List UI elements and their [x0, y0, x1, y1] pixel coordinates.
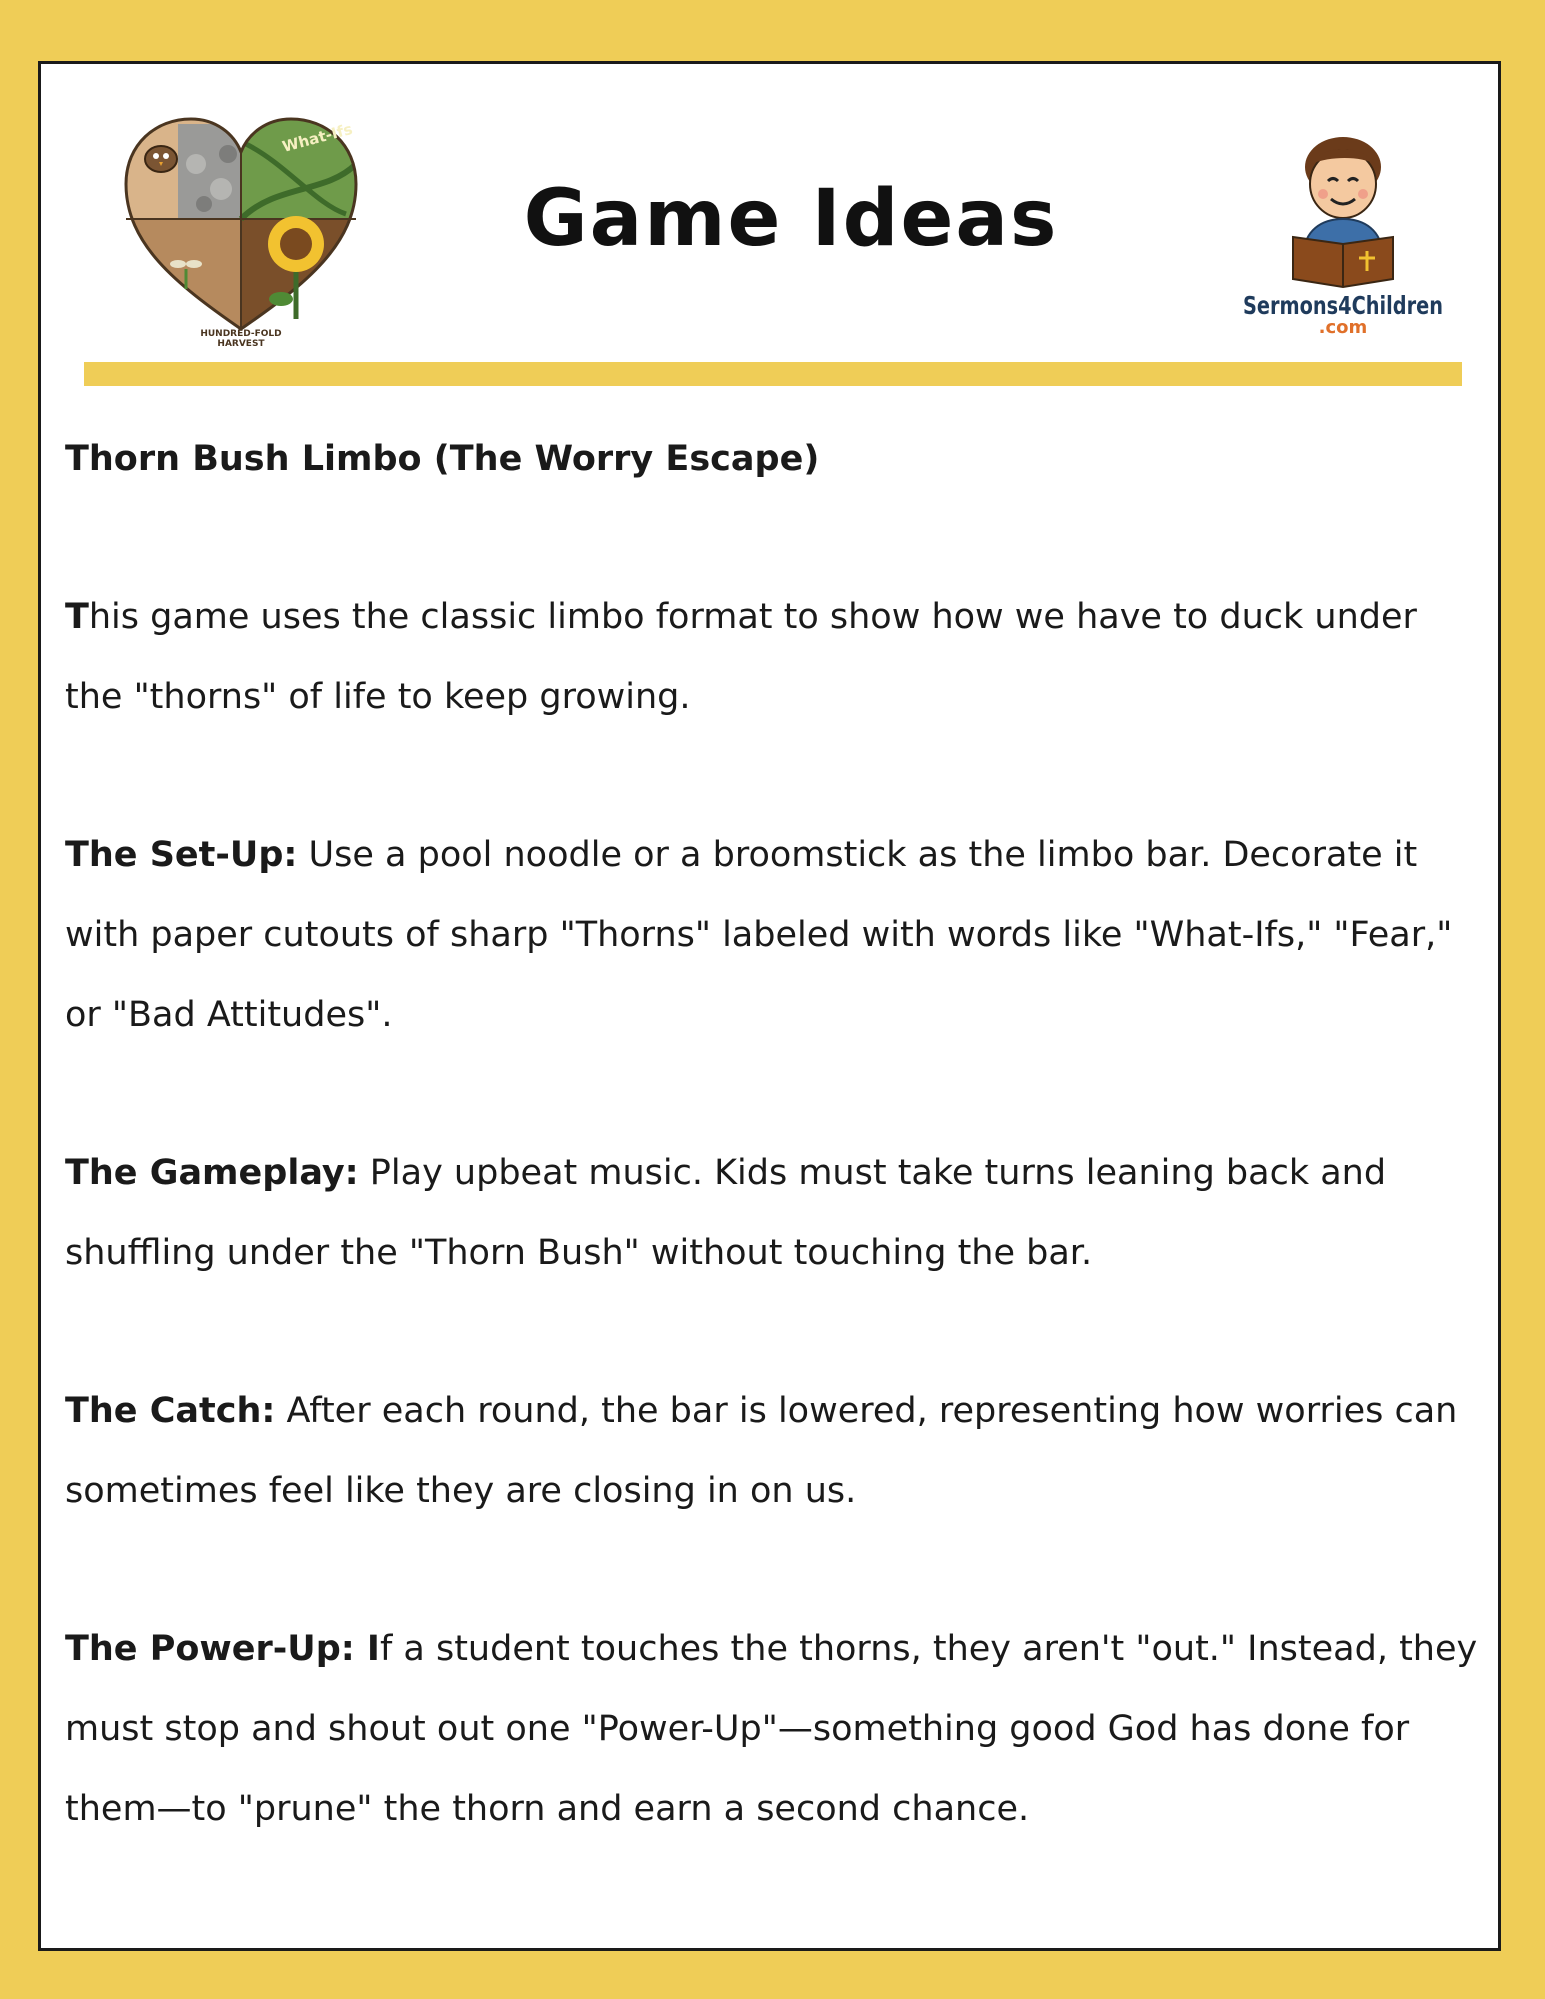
boy-reading-bible-icon: [1293, 137, 1393, 287]
game-description: [65, 419, 1485, 1927]
game-heading: Thorn Bush Limbo (The Worry Escape): [65, 439, 820, 479]
page-title: Game Ideas: [523, 174, 1059, 264]
section-text: Use a pool noodle or a broomstick as the limbo bar. Decorate it with paper cutouts of sharp "Thorns" labeled with words like "What-Ifs," "Fear," or "Bad Attitudes".: [65, 835, 1453, 1035]
setup-paragraph: [65, 815, 1485, 1055]
intro-text: his game uses the classic limbo format to show how we have to duck under the "thorns" of life to keep growing.: [65, 597, 1417, 717]
section-label: The Gameplay:: [65, 1153, 359, 1193]
header-divider: [84, 362, 1462, 386]
section-text: f a student touches the thorns, they aren't "out." Instead, they must stop and shout out one "Power-Up"—something good God has done for them—to "prune" the thorn and earn a second chance.: [65, 1629, 1478, 1829]
section-label: The Power-Up: I: [65, 1629, 380, 1669]
section-label: The Set-Up:: [65, 835, 298, 875]
catch-paragraph: [65, 1371, 1485, 1531]
sermons4children-logo: [1213, 119, 1473, 339]
section-text: After each round, the bar is lowered, representing how worries can sometimes feel like they are closing in on us.: [65, 1391, 1458, 1511]
section-text: Play upbeat music. Kids must take turns leaning back and shuffling under the "Thorn Bush" without touching the bar.: [65, 1153, 1387, 1273]
logo-caption-line1: HUNDRED-FOLD: [200, 329, 282, 339]
brand-suffix: .com: [1318, 317, 1368, 338]
gameplay-paragraph: [65, 1133, 1485, 1293]
worksheet-page: [38, 61, 1501, 1951]
section-label: The Catch:: [65, 1391, 276, 1431]
logo-caption-line2: HARVEST: [217, 339, 265, 349]
hundred-fold-harvest-heart-logo: [116, 104, 366, 349]
brand-name: Sermons4Children: [1243, 291, 1443, 320]
intro-first-letter: T: [65, 597, 89, 637]
quadrant-label: What-Ifs: [280, 119, 355, 156]
powerup-paragraph: [65, 1609, 1485, 1849]
intro-paragraph: [65, 577, 1485, 737]
